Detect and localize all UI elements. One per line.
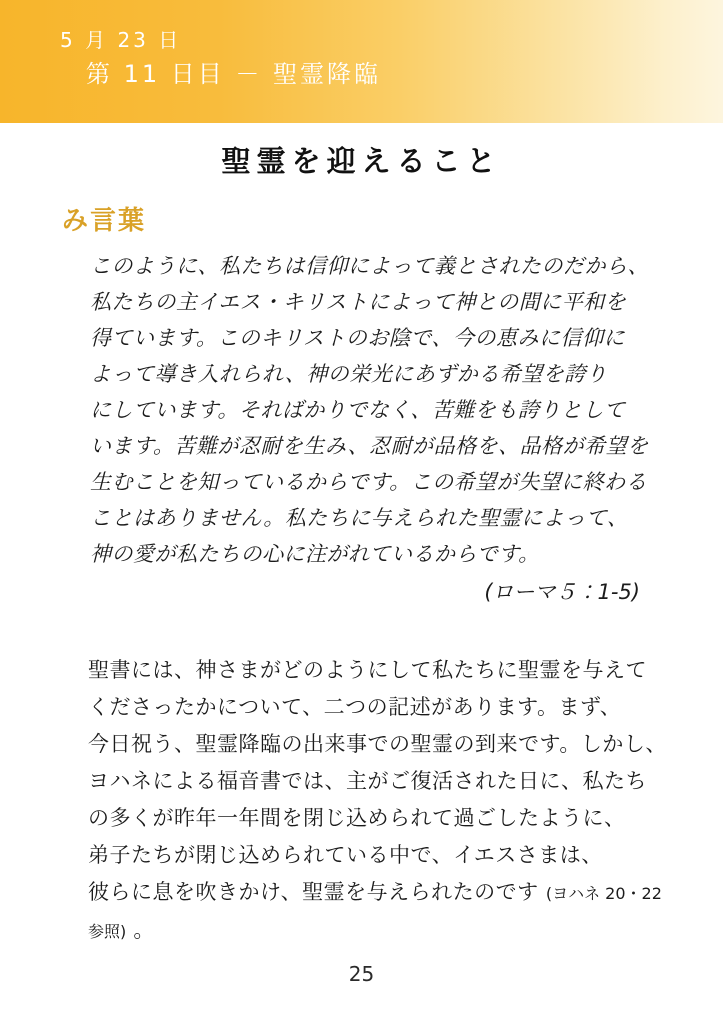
scripture-citation: (ローマ５：1-5) <box>484 580 640 604</box>
scripture-line: います。苦難が忍耐を生み、忍耐が品格を、品格が希望を <box>90 434 649 458</box>
body-line: 弟子たちが閉じ込められている中で、イエスさまは、 <box>88 843 603 867</box>
body-line <box>88 874 662 912</box>
bible-reference-inline: (ヨハネ 20・22 <box>545 884 662 903</box>
scripture-line: よって導き入れられ、神の栄光にあずかる希望を誇り <box>90 362 608 386</box>
scripture-line: 生むことを知っているからです。この希望が失望に終わる <box>90 470 648 494</box>
scripture-quote-block <box>90 248 649 610</box>
bible-reference-inline: 参照) <box>88 922 127 941</box>
body-line: ヨハネによる福音書では、主がご復活された日に、私たち <box>88 769 647 793</box>
scripture-line: にしています。そればかりでなく、苦難をも誇りとして <box>90 398 626 422</box>
header-banner <box>0 0 723 123</box>
body-line: の多くが昨年一年間を閉じ込められて過ごしたように、 <box>88 806 626 830</box>
body-line <box>88 912 648 950</box>
body-paragraph <box>88 652 667 950</box>
scripture-line: 得ています。このキリストのお陰で、今の恵みに信仰に <box>90 326 625 350</box>
body-line: 聖書には、神さまがどのようにして私たちに聖霊を与えて <box>88 658 647 682</box>
scripture-line: 神の愛が私たちの心に注がれているからです。 <box>90 542 540 566</box>
body-line-text: 。 <box>126 918 155 942</box>
body-line: 今日祝う、聖霊降臨の出来事での聖霊の到来です。しかし、 <box>88 732 667 756</box>
scripture-line: このように、私たちは信仰によって義とされたのだから、 <box>90 254 649 278</box>
body-line-text: 彼らに息を吹きかけ、聖霊を与えられたのです <box>88 880 546 904</box>
page-title: 聖霊を迎えること <box>221 144 502 178</box>
header-day-title: 第 11 日目 － 聖霊降臨 <box>86 60 382 88</box>
scripture-line: ことはありません。私たちに与えられた聖霊によって、 <box>90 506 629 530</box>
scripture-section-heading: み言葉 <box>62 206 147 236</box>
page-number: 25 <box>348 962 375 986</box>
body-line: くださったかについて、二つの記述があります。まず、 <box>88 695 622 719</box>
header-date: 5 月 23 日 <box>60 28 182 52</box>
scripture-line: 私たちの主イエス・キリストによって神との間に平和を <box>90 290 627 314</box>
